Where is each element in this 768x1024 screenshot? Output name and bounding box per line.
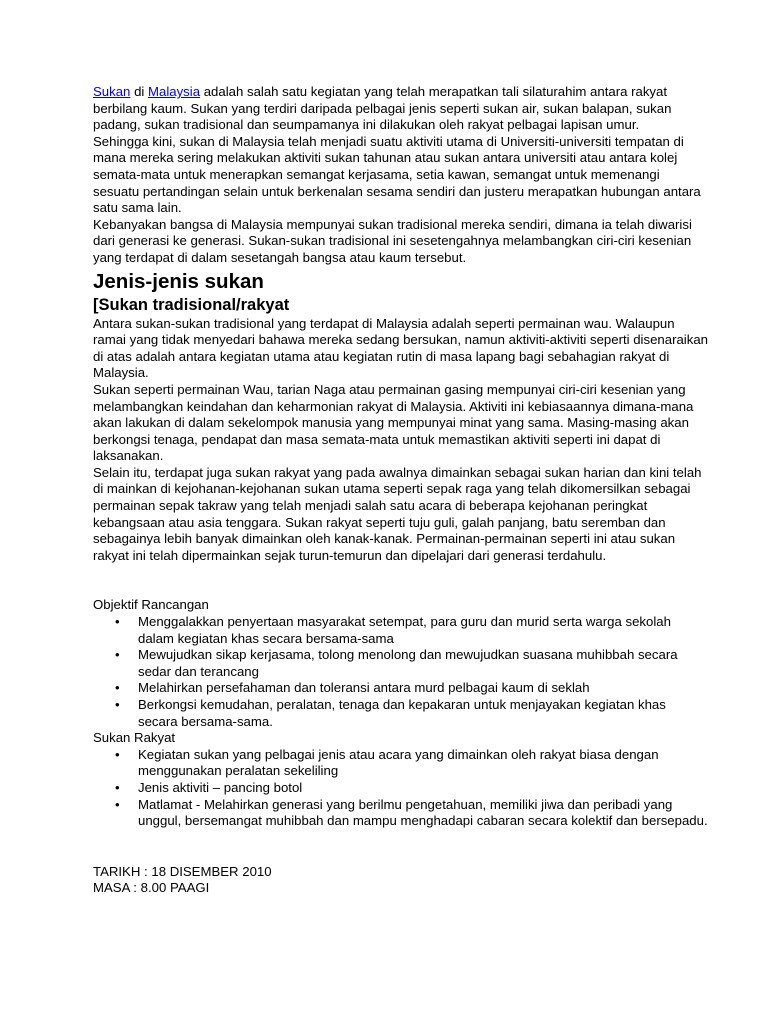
intro-word-di: di (130, 84, 148, 99)
objektif-list (93, 614, 708, 730)
bullet-icon: • (115, 697, 120, 712)
bullet-icon: • (115, 796, 120, 812)
bullet-icon: • (115, 614, 120, 630)
spacer (93, 564, 708, 597)
intro-paragraph-3: Kebanyakan bangsa di Malaysia mempunyai sukan tradisional mereka sendiri, dimana ia telah diwarisi dari generasi ke generasi. Sukan-sukan tradisional ini sesetengahnya melambangkan ciri-ciri kesenian yang terdapat di dalam sesetangah bangsa atau kaum tersebut. (93, 216, 692, 265)
sukan-rakyat-title: Sukan Rakyat (93, 730, 176, 746)
bullet-icon: • (115, 746, 120, 762)
body-paragraph-2: Sukan seperti permainan Wau, tarian Naga atau permainan gasing mempunyai ciri-ciri kesenian yang melambangkan keindahan dan keharmonian rakyat di Malaysia. Aktiviti ini kebiasaannya dimana-mana akan lakukan di dalam sekelompok manusia yang mempunyai minat yang sama. Masing-masing akan berkongsi tenaga, pendapat dan masa semata-mata untuk memastikan aktiviti seperti ini dapat di laksanakan. (93, 381, 694, 464)
objektif-title: Objektif Rancangan (93, 597, 209, 613)
list-item (93, 647, 708, 680)
list-item (93, 680, 708, 697)
intro-paragraph-1 (93, 84, 708, 134)
heading-jenis-sukan: Jenis-jenis sukan (93, 269, 264, 293)
bullet-icon: • (115, 680, 120, 696)
list-item-text: Kegiatan sukan yang pelbagai jenis atau acara yang dimainkan oleh rakyat biasa dengan menggunakan peralatan sekeliling (138, 746, 659, 779)
spacer (93, 830, 708, 864)
list-item (93, 747, 708, 780)
masa-line: MASA : 8.00 PAAGI (93, 880, 210, 896)
body-paragraph-1: Antara sukan-sukan tradisional yang terdapat di Malaysia adalah seperti permainan wau. Walaupun ramai yang tidak menyedari bahawa mereka sedang bersukan, namun aktiviti-aktiviti seperti disenaraikan di atas adalah antara kegiatan utama atau kegiatan rutin di masa lapang bagi sebahagian rakyat di Malaysia. (93, 315, 709, 381)
tarikh-line: TARIKH : 18 DISEMBER 2010 (93, 863, 272, 879)
list-item-text: Jenis aktiviti – pancing botol (138, 779, 303, 795)
list-item-text: Mewujudkan sikap kerjasama, tolong menolong dan mewujudkan suasana muhibbah secara sedar dan terancang (138, 647, 678, 679)
sukan-rakyat-list (93, 747, 708, 830)
list-item-text: Berkongsi kemudahan, peralatan, tenaga dan kepakaran untuk menjayakan kegiatan khas secara bersama-sama. (138, 697, 666, 729)
list-item-text: Melahirkan persefahaman dan toleransi antara murd pelbagai kaum di seklah (138, 680, 590, 696)
list-item (93, 697, 708, 730)
list-item (93, 797, 708, 830)
intro-paragraph-1-text: adalah salah satu kegiatan yang telah merapatkan tali silaturahim antara rakyat berbilang kaum. Sukan yang terdiri daripada pelbagai jenis seperti sukan air, sukan balapan, sukan padang, sukan tradisional dan seumpamanya ini dilakukan oleh rakyat pelbagai lapisan umur. (93, 84, 672, 133)
bullet-icon: • (115, 779, 120, 795)
body-paragraph-3: Selain itu, terdapat juga sukan rakyat yang pada awalnya dimainkan sebagai sukan harian dan kini telah di mainkan di kejohanan-kejohanan sukan utama seperti sepak raga yang telah dikomersilkan sebagai permainan sepak takraw yang telah menjadi salah satu acara di beberapa kejohanan peringkat kebangsaan atau asia tenggara. Sukan rakyat seperti tuju guli, galah panjang, batu seremban dan sebagainya lebih banyak dimainkan oleh kanak-kanak. Permainan-permainan seperti ini atau sukan rakyat ini telah dipermainkan sejak turun-temurun dan dipelajari dari generasi terdahulu. (93, 464, 702, 563)
link-sukan[interactable]: Sukan (93, 84, 131, 99)
intro-paragraph-2: Sehingga kini, sukan di Malaysia telah menjadi suatu aktiviti utama di Universiti-universiti tempatan di mana mereka sering melakukan aktiviti sukan tahunan atau sukan antara universiti atau antara kolej semata-mata untuk menerapkan semangat kerjasama, setia kawan, semangat untuk memenangi sesuatu pertandingan selain untuk berkenalan sesama sendiri dan justeru merapatkan hubungan antara satu sama lain. (93, 133, 701, 216)
bullet-icon: • (115, 647, 120, 663)
link-malaysia[interactable]: Malaysia (148, 84, 201, 99)
list-item (93, 780, 708, 797)
list-item (93, 614, 708, 647)
list-item-text: Menggalakkan penyertaan masyarakat setempat, para guru dan murid serta warga sekolah dalam kegiatan khas secara bersama-sama (138, 614, 671, 646)
list-item-text: Matlamat - Melahirkan generasi yang berilmu pengetahuan, memiliki jiwa dan peribadi yang unggul, bersemangat muhibbah dan mampu menghadapi cabaran secara kolektif dan bersepadu. (138, 796, 708, 829)
heading-sukan-tradisional: [Sukan tradisional/rakyat (93, 295, 290, 314)
